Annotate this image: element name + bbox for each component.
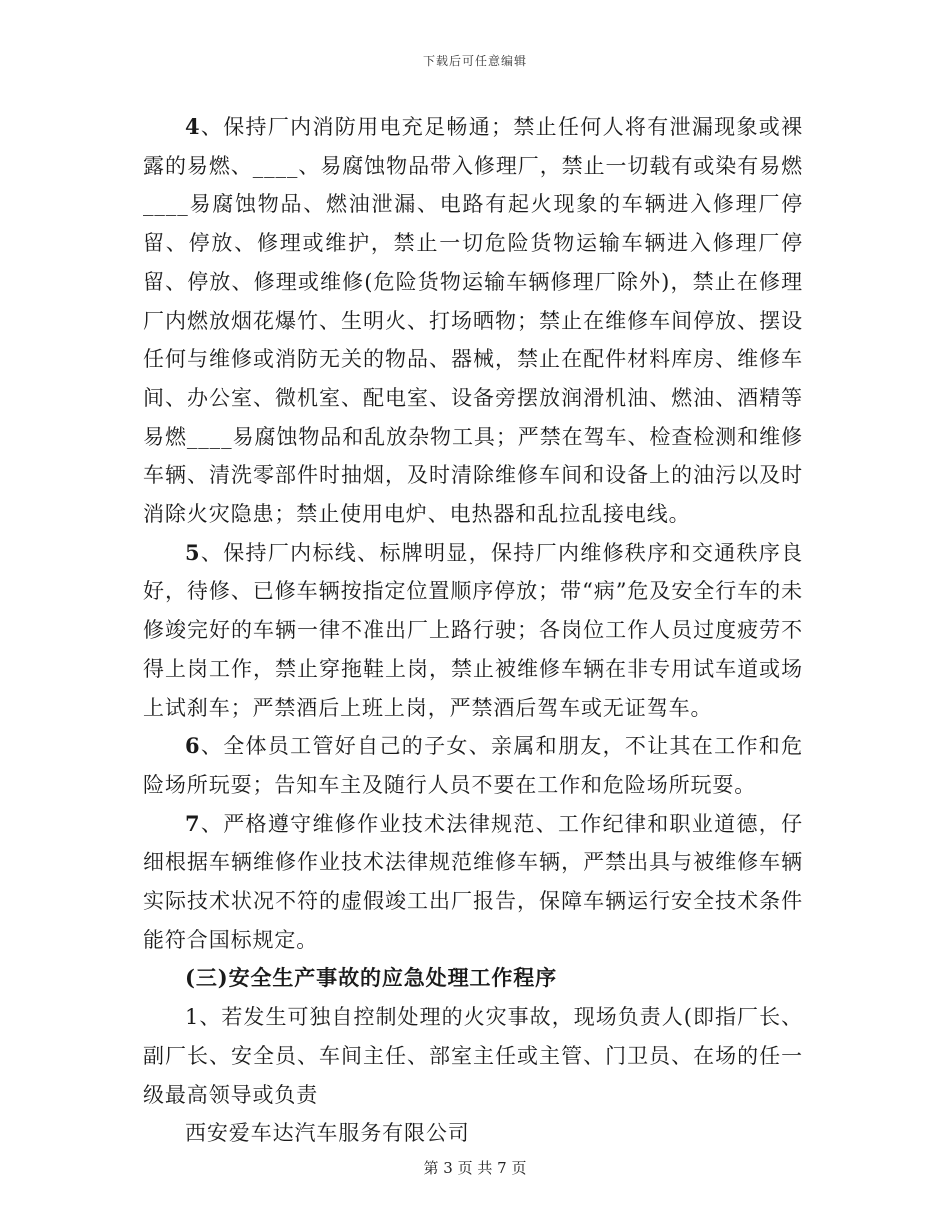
paragraph-item-4 <box>143 108 803 534</box>
paragraph-number: 4 <box>185 114 201 139</box>
paragraph-item-6 <box>143 727 803 804</box>
paragraph-text: 、保持厂内标线、标牌明显，保持厂内维修秩序和交通秩序良好，待修、已修车辆按指定位置顺序停放；带“病”危及安全行车的未修竣完好的车辆一律不准出厂上路行驶；各岗位工作人员过度疲劳不得上岗工作，禁止穿拖鞋上岗，禁止被维修车辆在非专用试车道或场上试刹车；严禁酒后上班上岗，严禁酒后驾车或无证驾车。 <box>143 540 803 720</box>
paragraph-text: 、全体员工管好自己的子女、亲属和朋友，不让其在工作和危险场所玩耍；告知车主及随行人员不要在工作和危险场所玩耍。 <box>143 734 803 797</box>
page-number-footer: 第 3 页 共 7 页 <box>423 1159 527 1177</box>
section-heading: (三)安全生产事故的应急处理工作程序 <box>185 965 558 991</box>
paragraph-number: 1 <box>185 1005 200 1030</box>
page-header: 下载后可任意编辑 <box>422 54 527 68</box>
paragraph-number: 6 <box>185 733 201 759</box>
paragraph-text: 、保持厂内消防用电充足畅通；禁止任何人将有泄漏现象或裸露的易燃、____、易腐蚀物品带入修理厂，禁止一切载有或染有易燃____易腐蚀物品、燃油泄漏、电路有起火现象的车辆进入修理厂停留、停放、修理或维护，禁止一切危险货物运输车辆进入修理厂停留、停放、修理或维修(危险货物运输车辆修理厂除外)，禁止在修理厂内燃放烟花爆竹、生明火、打场晒物；禁止在维修车间停放、摆设任何与维修或消防无关的物品、器械，禁止在配件材料库房、维修车间、办公室、微机室、配电室、设备旁摆放润滑机油、燃油、酒精等易燃____易腐蚀物品和乱放杂物工具；严禁在驾车、检查检测和维修车辆、清洗零部件时抽烟，及时清除维修车间和设备上的油污以及时消除火灾隐患；禁止使用电炉、电热器和乱拉乱接电线。 <box>143 115 803 527</box>
company-name: 西安爱车达汽车服务有限公司 <box>185 1121 470 1146</box>
paragraph-text: 、严格遵守维修作业技术法律规范、工作纪律和职业道德，仔细根据车辆维修作业技术法律规范维修车辆，严禁出具与被维修车辆实际技术状况不符的虚假竣工出厂报告，保障车辆运行安全技术条件能符合国标规定。 <box>143 811 803 952</box>
paragraph-number: 7 <box>185 810 201 836</box>
document-body <box>143 108 803 1153</box>
paragraph-text: 、若发生可独自控制处理的火灾事故，现场负责人(即指厂长、副厂长、安全员、车间主任、部室主任或主管、门卫员、在场的任一级最高领导或负责 <box>143 1005 803 1107</box>
paragraph-number: 5 <box>185 539 201 565</box>
paragraph-item-5 <box>143 534 803 728</box>
paragraph-item-7 <box>143 805 803 960</box>
paragraph-item-1 <box>143 998 803 1114</box>
